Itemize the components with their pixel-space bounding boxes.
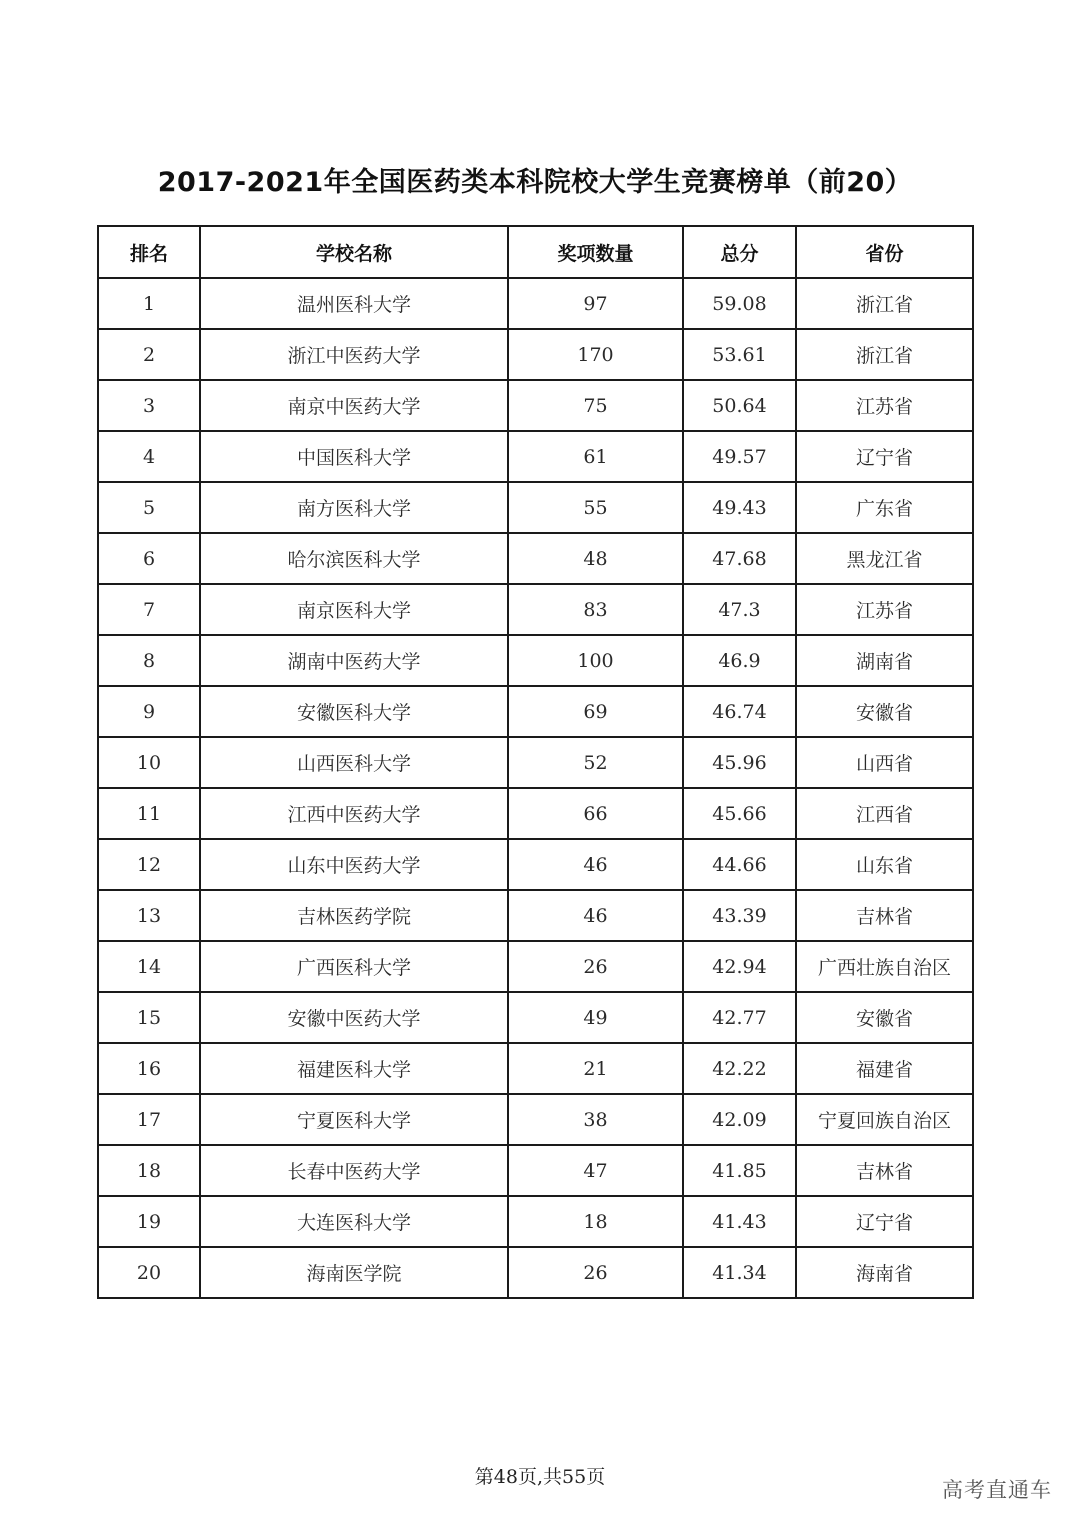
award-count-cell: 55	[508, 482, 683, 533]
total-score-cell: 43.39	[683, 890, 796, 941]
school-name-cell: 大连医科大学	[200, 1196, 508, 1247]
total-score-cell: 42.22	[683, 1043, 796, 1094]
total-score-cell: 41.43	[683, 1196, 796, 1247]
table-row	[98, 329, 973, 380]
school-name-cell: 南京医科大学	[200, 584, 508, 635]
province-cell: 浙江省	[796, 278, 973, 329]
award-count-cell: 66	[508, 788, 683, 839]
watermark-label: 高考直通车	[942, 1478, 1052, 1502]
school-name-cell: 山西医科大学	[200, 737, 508, 788]
page-number: 第48页,共55页	[474, 1466, 606, 1488]
school-name-cell: 福建医科大学	[200, 1043, 508, 1094]
total-score-cell: 44.66	[683, 839, 796, 890]
province-cell: 安徽省	[796, 992, 973, 1043]
school-name-cell: 湖南中医药大学	[200, 635, 508, 686]
rank-cell: 8	[98, 635, 200, 686]
table-row	[98, 635, 973, 686]
school-name-cell: 南方医科大学	[200, 482, 508, 533]
table-row	[98, 1196, 973, 1247]
rank-cell: 17	[98, 1094, 200, 1145]
total-score-cell: 50.64	[683, 380, 796, 431]
award-count-cell: 83	[508, 584, 683, 635]
column-header-rank: 排名	[98, 226, 200, 278]
school-name-cell: 吉林医药学院	[200, 890, 508, 941]
table-row	[98, 431, 973, 482]
school-name-cell: 南京中医药大学	[200, 380, 508, 431]
total-score-cell: 42.09	[683, 1094, 796, 1145]
school-name-cell: 广西医科大学	[200, 941, 508, 992]
column-header-province: 省份	[796, 226, 973, 278]
province-cell: 江苏省	[796, 584, 973, 635]
province-cell: 宁夏回族自治区	[796, 1094, 973, 1145]
school-name-cell: 山东中医药大学	[200, 839, 508, 890]
table-row	[98, 380, 973, 431]
total-score-cell: 42.77	[683, 992, 796, 1043]
award-count-cell: 170	[508, 329, 683, 380]
award-count-cell: 26	[508, 941, 683, 992]
rank-cell: 3	[98, 380, 200, 431]
rank-cell: 15	[98, 992, 200, 1043]
rank-cell: 1	[98, 278, 200, 329]
total-score-cell: 46.74	[683, 686, 796, 737]
rank-cell: 18	[98, 1145, 200, 1196]
school-name-cell: 海南医学院	[200, 1247, 508, 1298]
table-row	[98, 1145, 973, 1196]
total-score-cell: 49.57	[683, 431, 796, 482]
province-cell: 江苏省	[796, 380, 973, 431]
table-row	[98, 584, 973, 635]
table-row	[98, 1247, 973, 1298]
rank-cell: 4	[98, 431, 200, 482]
province-cell: 湖南省	[796, 635, 973, 686]
province-cell: 吉林省	[796, 1145, 973, 1196]
table-row	[98, 839, 973, 890]
table-row	[98, 686, 973, 737]
award-count-cell: 61	[508, 431, 683, 482]
total-score-cell: 46.9	[683, 635, 796, 686]
award-count-cell: 46	[508, 839, 683, 890]
award-count-cell: 75	[508, 380, 683, 431]
rank-cell: 20	[98, 1247, 200, 1298]
table-row	[98, 482, 973, 533]
province-cell: 辽宁省	[796, 431, 973, 482]
award-count-cell: 97	[508, 278, 683, 329]
school-name-cell: 江西中医药大学	[200, 788, 508, 839]
rank-cell: 12	[98, 839, 200, 890]
award-count-cell: 69	[508, 686, 683, 737]
award-count-cell: 47	[508, 1145, 683, 1196]
rank-cell: 9	[98, 686, 200, 737]
total-score-cell: 45.66	[683, 788, 796, 839]
total-score-cell: 41.85	[683, 1145, 796, 1196]
table-row	[98, 1094, 973, 1145]
award-count-cell: 48	[508, 533, 683, 584]
province-cell: 海南省	[796, 1247, 973, 1298]
table-row	[98, 941, 973, 992]
province-cell: 广东省	[796, 482, 973, 533]
rank-cell: 5	[98, 482, 200, 533]
table-row	[98, 1043, 973, 1094]
school-name-cell: 浙江中医药大学	[200, 329, 508, 380]
total-score-cell: 41.34	[683, 1247, 796, 1298]
province-cell: 广西壮族自治区	[796, 941, 973, 992]
table-row	[98, 992, 973, 1043]
rank-cell: 11	[98, 788, 200, 839]
province-cell: 山西省	[796, 737, 973, 788]
province-cell: 辽宁省	[796, 1196, 973, 1247]
school-name-cell: 安徽医科大学	[200, 686, 508, 737]
school-name-cell: 安徽中医药大学	[200, 992, 508, 1043]
province-cell: 山东省	[796, 839, 973, 890]
rank-cell: 14	[98, 941, 200, 992]
province-cell: 吉林省	[796, 890, 973, 941]
school-name-cell: 宁夏医科大学	[200, 1094, 508, 1145]
column-header-total-score: 总分	[683, 226, 796, 278]
award-count-cell: 18	[508, 1196, 683, 1247]
province-cell: 黑龙江省	[796, 533, 973, 584]
province-cell: 福建省	[796, 1043, 973, 1094]
table-row	[98, 278, 973, 329]
table-body	[98, 278, 973, 1298]
award-count-cell: 38	[508, 1094, 683, 1145]
school-name-cell: 中国医科大学	[200, 431, 508, 482]
total-score-cell: 45.96	[683, 737, 796, 788]
total-score-cell: 47.3	[683, 584, 796, 635]
award-count-cell: 52	[508, 737, 683, 788]
table-row	[98, 788, 973, 839]
total-score-cell: 49.43	[683, 482, 796, 533]
school-name-cell: 长春中医药大学	[200, 1145, 508, 1196]
column-header-school: 学校名称	[200, 226, 508, 278]
page-title: 2017-2021年全国医药类本科院校大学生竞赛榜单（前20）	[157, 167, 913, 198]
rank-cell: 10	[98, 737, 200, 788]
award-count-cell: 46	[508, 890, 683, 941]
rank-cell: 13	[98, 890, 200, 941]
province-cell: 江西省	[796, 788, 973, 839]
rank-cell: 16	[98, 1043, 200, 1094]
rank-cell: 2	[98, 329, 200, 380]
award-count-cell: 49	[508, 992, 683, 1043]
award-count-cell: 100	[508, 635, 683, 686]
award-count-cell: 21	[508, 1043, 683, 1094]
column-header-award-count: 奖项数量	[508, 226, 683, 278]
total-score-cell: 42.94	[683, 941, 796, 992]
rank-cell: 7	[98, 584, 200, 635]
total-score-cell: 47.68	[683, 533, 796, 584]
award-count-cell: 26	[508, 1247, 683, 1298]
school-name-cell: 哈尔滨医科大学	[200, 533, 508, 584]
table-header-row	[98, 226, 973, 278]
total-score-cell: 53.61	[683, 329, 796, 380]
rank-cell: 19	[98, 1196, 200, 1247]
ranking-table	[97, 225, 974, 1299]
school-name-cell: 温州医科大学	[200, 278, 508, 329]
province-cell: 浙江省	[796, 329, 973, 380]
total-score-cell: 59.08	[683, 278, 796, 329]
table-row	[98, 890, 973, 941]
table-row	[98, 737, 973, 788]
province-cell: 安徽省	[796, 686, 973, 737]
table-row	[98, 533, 973, 584]
rank-cell: 6	[98, 533, 200, 584]
